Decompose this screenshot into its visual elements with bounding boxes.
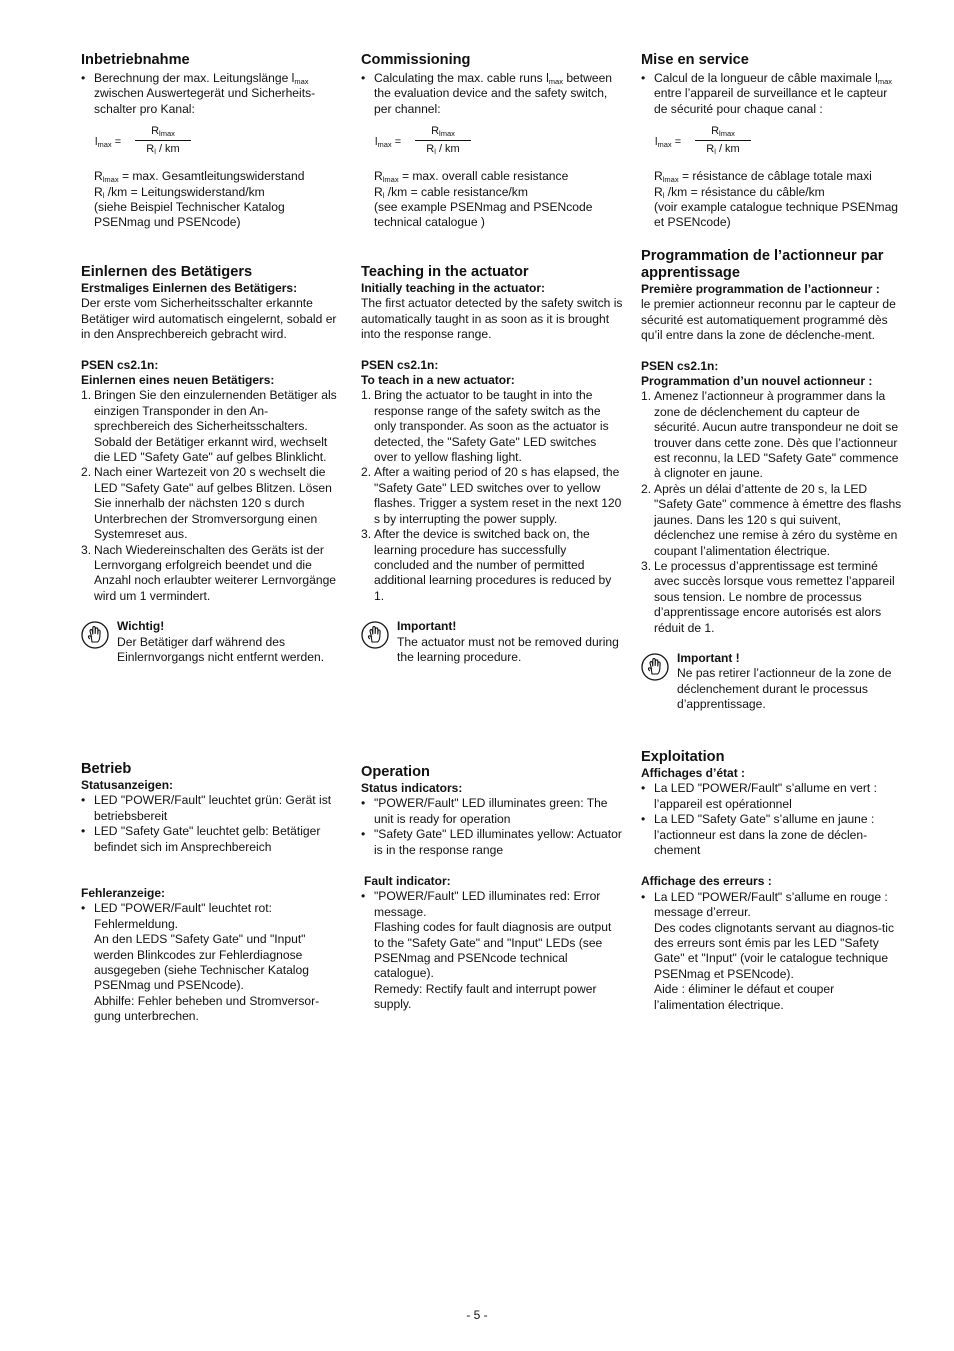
step-item: 2. After a waiting period of 20 s has elapsed, the "Safety Gate" LED switches over to yellow flashes. Trigger a system reset in the next 120 s by interrupting the power supply. [361,465,622,526]
bullet-item: • La LED "Safety Gate" s’allume en jaune : l’actionneur est dans la zone de déclen-chement [641,812,903,858]
important-note [361,619,623,665]
bullet-text: zwischen Auswertegerät und Sicherheits-schalter pro Kanal: [94,86,316,116]
paragraph: Der erste vom Sicherheitsschalter erkannte Betätiger wird automatisch eingelernt, sobald er in den Ansprechbereich gebracht wird. [81,296,337,342]
bullet-item: • "POWER/Fault" LED illuminates green: The unit is ready for operation [361,796,623,827]
section-heading: Operation [361,764,430,780]
step-item: 2. Après un délai d’attente de 20 s, la LED "Safety Gate" commence à émettre des flashs jaunes. Dans les 120 s qui suivent, déclenchez une remise à zéro du système en coupant l’alimentation électrique. [641,481,902,558]
subheading: Première programmation de l’actionneur : [641,282,880,296]
note-title: Wichtig! [117,619,165,634]
section-heading: Commissioning [361,52,471,68]
paragraph: An den LEDS "Safety Gate" und "Input" werden Blinkcodes zur Fehlerdiagnose ausgegeben (siehe Technischer Katalog PSENmag und PSENcode). [94,932,309,993]
subscript: max [294,77,309,86]
operation-section [641,749,903,1013]
bullet-item: • La LED "POWER/Fault" s’allume en vert : l’appareil est opérationnel [641,781,903,812]
paragraph: Remedy: Rectify fault and interrupt power supply. [374,981,597,1012]
bullet-item [81,71,343,117]
section-heading: Inbetriebnahme [81,52,190,68]
step-item: 1. Bringen Sie den einzulernenden Betätiger als einzigen Transponder in den An-sprechbereich des Sicherheitsschalters. Sobald der Betätiger erkannt wird, wechselt die LED "Safety Gate" auf gelbes Blinklicht. [81,388,337,465]
teaching-section [641,248,903,713]
step-item: 3. Nach Wiedereinschalten des Geräts ist der Lernvorgang erfolgreich beendet und die Anzahl noch erlaubter weiterer Lernvorgänge wird um 1 vermindert. [81,542,337,603]
teaching-section [81,264,343,665]
note-title: Important! [397,619,457,634]
cable-length-formula [375,123,623,163]
step-item: 1. Bring the actuator to be taught in into the response range of the safety switch as the only transponder. As soon as the actuator is detected, the "Safety Gate" LED switches over to yellow flashing light. [361,388,609,465]
bullet-item: • LED "POWER/Fault" leuchtet rot: Fehlermeldung. [81,901,343,932]
bullet-text: Berechnung der max. Leitungslänge l [94,71,295,85]
subheading: Fehleranzeige: [81,886,166,901]
subheading: To teach in a new actuator: [361,373,515,388]
formula-lhs: $l_{max}$ = [95,136,122,150]
hand-icon [361,621,389,649]
commissioning-section [81,52,343,231]
formula-definitions: $R_{lmax}$ = résistance de câblage totale maxi $R_l$ /km = résistance du câble/km (voir example catalogue technique PSENmag et PSENcode) [654,169,899,230]
operation-section [361,764,623,1013]
bullet-item: • Calcul de la longueur de câble maximale $l_{max}$ entre l’appareil de surveillance et le capteur de sécurité pour chaque canal : [641,71,903,117]
cable-length-formula [95,123,343,163]
paragraph: Flashing codes for fault diagnosis are output to the "Safety Gate" and "Input" LEDs (see PSENmag and PSENcode technical catalogue). [374,920,612,981]
section-heading: Programmation de l’actionneur par apprentissage [641,248,884,281]
section-heading: Einlernen des Betätigers [81,264,253,280]
hand-icon [81,621,109,649]
formula-lhs: $l_{max}$ = [655,136,682,150]
paragraph: Aide : éliminer le défaut et couper l’alimentation électrique. [654,982,835,1012]
paragraph: Des codes clignotants servant au diagnos-tic des erreurs sont émis par les LED "Safety Gate" et "Input" (voir le catalogue technique PSENmag et PSENcode). [654,920,894,981]
subheading: Erstmaliges Einlernen des Betätigers: [81,281,298,295]
bullet-item: • "Safety Gate" LED illuminates yellow: Actuator is in the response range [361,827,623,858]
formula-lhs: $l_{max}$ = [375,136,402,150]
important-note [641,651,903,713]
subheading: Status indicators: [361,781,463,795]
section-heading: Mise en service [641,52,749,68]
subheading: PSEN cs2.1n: [641,358,719,373]
important-note [81,619,343,665]
step-item: 3. After the device is switched back on, the learning procedure has successfully concluded and the number of permitted additional learning procedures is reduced by 1. [361,527,612,603]
formula-fraction: $R_{lmax}$ $R_l$ / km [135,123,191,157]
hand-icon [641,653,669,681]
section-heading: Betrieb [81,761,132,777]
section-heading: Teaching in the actuator [361,264,529,280]
teaching-section [361,264,623,665]
note-title: Important ! [677,650,740,665]
subheading: PSEN cs2.1n: [81,357,159,372]
subheading: Affichage des erreurs : [641,874,772,889]
paragraph: le premier actionneur reconnu par le capteur de sécurité est automatiquement programmé dès qu’il entre dans la zone de déclenche-ment. [641,297,896,343]
subheading: Programmation d’un nouvel actionneur : [641,374,873,389]
subheading: Einlernen eines neuen Betätigers: [81,373,275,388]
formula-definitions: $R_{lmax} = \max$. overall cable resistance $R_l$ /km = cable resistance/km (see example PSENmag and PSENcode technical catalogue ) [374,169,593,230]
formula-definitions: $R_{lmax} = \max$. Gesamtleitungswiderstand $R_l$ /km = Leitungswiderstand/km (siehe Beispiel Technischer Katalog PSENmag und PSENcode) [94,169,305,230]
note-text: The actuator must not be removed during the learning procedure. [397,634,619,664]
operation-section [81,761,343,1025]
subheading: Statusanzeigen: [81,778,174,792]
cable-length-formula [655,123,903,163]
note-text: Ne pas retirer l’actionneur de la zone de déclenchement durant le processus d’apprentissage. [677,666,892,712]
section-heading: Exploitation [641,749,725,765]
step-item: 2. Nach einer Wartezeit von 20 s wechselt die LED "Safety Gate" auf gelbes Blitzen. Lösen Sie innerhalb der nächsten 120 s durch Unterbrechen der Stromversorgung einen Systemreset aus. [81,465,332,542]
commissioning-section [361,52,623,231]
bullet-item: • LED "Safety Gate" leuchtet gelb: Betätiger befindet sich im Ansprechbereich [81,824,343,855]
subheading: Affichages d’état : [641,766,746,780]
subheading: Fault indicator: [364,874,451,889]
note-text: Der Betätiger darf während des Einlernvorgangs nicht entfernt werden. [117,634,325,664]
bullet-item: • La LED "POWER/Fault" s’allume en rouge : message d’erreur. [641,890,903,921]
step-item: 3. Le processus d’apprentissage est terminé avec succès lorsque vous remettez l’appareil sous tension. Le nombre de processus d’apprentissage encore autorisés est alors réduit de 1. [641,558,895,635]
formula-fraction: $R_{lmax}$ $R_l$ / km [695,123,751,157]
bullet-item: • Calculating the max. cable runs $l_{max}$ between the evaluation device and the safety switch, per channel: [361,71,623,117]
paragraph: Abhilfe: Fehler beheben und Stromversor-gung unterbrechen. [94,993,320,1024]
step-item: 1. Amenez l’actionneur à programmer dans la zone de déclenchement du capteur de sécurité. Aucun autre transpondeur ne doit se trouver dans cette zone. Dès que l’actionneur est reconnu, la LED "Safety Gate" commence à clignoter en jaune. [641,389,899,481]
bullet-item: • "POWER/Fault" LED illuminates red: Error message. [361,889,623,920]
commissioning-section [641,52,903,231]
paragraph: The first actuator detected by the safety switch is automatically taught in as soon as it is brought into the response range. [361,296,623,342]
subheading: Initially teaching in the actuator: [361,281,546,295]
subheading: PSEN cs2.1n: [361,357,439,372]
page-number: - 5 - [466,1308,488,1322]
formula-fraction: $R_{lmax}$ $R_l$ / km [415,123,471,157]
bullet-item: • LED "POWER/Fault" leuchtet grün: Gerät ist betriebsbereit [81,793,343,824]
